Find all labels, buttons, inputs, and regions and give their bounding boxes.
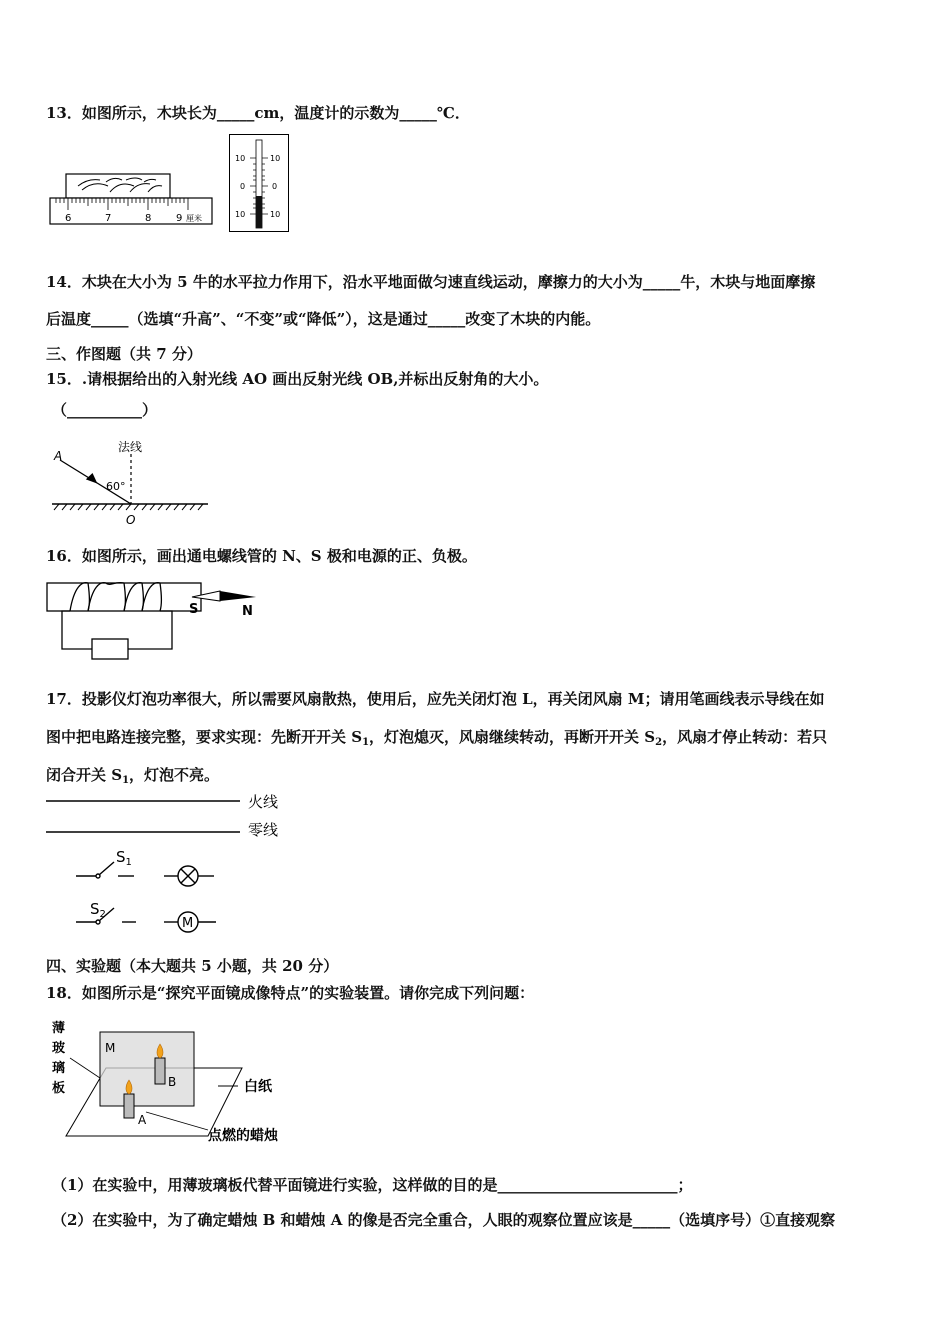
white-paper-label: 白纸	[244, 1079, 272, 1095]
normal-label: 法线	[118, 440, 143, 454]
thermo-left-0: 0	[240, 182, 246, 191]
switch-s1-label: $S_1$	[116, 848, 132, 868]
q17-line2	[46, 727, 827, 750]
q17-line3	[46, 765, 219, 788]
candle-a	[124, 1094, 134, 1118]
compass-n-label: N	[242, 604, 253, 619]
section4-heading: 四、实验题（本大题共 5 小题，共 20 分）	[46, 957, 339, 975]
q18-text: 18．如图所示是“探究平面镜成像特点”的实验装置。请你完成下列问题：	[46, 984, 535, 1002]
q17-circuit-figure	[44, 790, 294, 940]
glass-pointer	[70, 1058, 100, 1078]
q15-reflection-figure	[48, 436, 213, 528]
motor-m-label: M	[182, 916, 194, 931]
thermo-left-10-bottom: 10	[235, 210, 246, 219]
candle-a-label: A	[138, 1113, 147, 1127]
q18-sub1: （1）在实验中，用薄玻璃板代替平面镜进行实验，这样做的目的是________________________；	[52, 1176, 693, 1194]
ruler-tick-6: 6	[65, 213, 72, 224]
q17-line2-sub1: 1	[362, 737, 370, 748]
lamp-l-icon	[164, 866, 214, 886]
section3-heading: 三、作图题（共 7 分）	[46, 345, 202, 363]
live-wire-label: 火线	[248, 793, 279, 811]
thermo-left-10-top: 10	[235, 154, 246, 163]
incident-arrow	[86, 472, 99, 483]
glass-label-3: 璃	[52, 1061, 66, 1076]
compass-needle-black	[220, 591, 256, 601]
q15-text: 15．.请根据给出的入射光线 AO 画出反射光线 OB,并标出反射角的大小。	[46, 370, 549, 388]
q17-line2-part-a: 图中把电路连接完整，要求实现：先断开开关 S	[46, 728, 363, 746]
point-o-label: O	[126, 513, 136, 527]
lit-candle-label: 点燃的蜡烛	[208, 1128, 278, 1144]
thermometer-liquid	[256, 196, 262, 228]
candle-b	[155, 1058, 165, 1084]
q18-mirror-experiment-figure	[48, 1016, 308, 1146]
point-a-label: A	[54, 449, 63, 463]
q14-line1: 14．木块在大小为 5 牛的水平拉力作用下，沿水平地面做匀速直线运动，摩擦力的大小为_____牛，木块与地面摩擦	[46, 273, 816, 291]
glass-m-label: M	[105, 1041, 116, 1055]
ruler-tick-9: 9	[176, 213, 183, 224]
candle-b-label: B	[168, 1075, 177, 1089]
q13-thermometer-figure	[229, 134, 289, 232]
q17-line3-part-a: 闭合开关 S	[46, 766, 123, 784]
mirror-hatching	[54, 504, 203, 510]
power-source	[92, 639, 128, 659]
q16-solenoid-figure	[44, 577, 264, 665]
q17-line3-part-b: ，灯泡不亮。	[129, 766, 220, 784]
q13-ruler-figure	[48, 170, 218, 228]
glass-label-2: 玻	[52, 1041, 66, 1056]
q17-line1: 17．投影仪灯泡功率很大，所以需要风扇散热，使用后，应先关闭灯泡 L，再关闭风扇 M；请用笔画线表示导线在如	[46, 690, 825, 708]
ruler-unit: 厘米	[186, 214, 202, 223]
thermo-right-10-top: 10	[270, 154, 281, 163]
glass-label-1: 薄	[52, 1021, 66, 1036]
q13-text: 13．如图所示，木块长为_____cm，温度计的示数为_____℃．	[46, 104, 470, 122]
q16-text: 16．如图所示，画出通电螺线管的 N、S 极和电源的正、负极。	[46, 547, 477, 565]
switch-s2	[76, 908, 136, 924]
q17-line2-sub2: 2	[655, 737, 663, 748]
q14-line2: 后温度_____（选填“升高”、“不变”或“降低”），这是通过_____改变了木块的内能。	[46, 310, 601, 328]
compass-s-label: S	[189, 602, 199, 617]
ruler-tick-8: 8	[145, 213, 152, 224]
glass-label-4: 板	[52, 1081, 66, 1096]
angle-label: 60°	[106, 480, 126, 493]
q17-line2-part-c: ，风扇才停止转动：若只	[662, 728, 828, 746]
neutral-wire-label: 零线	[248, 821, 279, 839]
switch-s2-label: $S_2$	[90, 900, 106, 920]
q17-line2-part-b: ，灯泡熄灭，风扇继续转动，再断开开关 S	[369, 728, 656, 746]
thermo-right-0: 0	[272, 182, 278, 191]
thermo-right-10-bottom: 10	[270, 210, 281, 219]
q17-line3-sub: 1	[122, 775, 130, 786]
q15-answer-blank: （__________）	[52, 401, 158, 419]
q18-sub2: （2）在实验中，为了确定蜡烛 B 和蜡烛 A 的像是否完全重合，人眼的观察位置应该是_____（选填序号）①直接观察	[52, 1211, 836, 1229]
ruler-tick-7: 7	[105, 213, 112, 224]
